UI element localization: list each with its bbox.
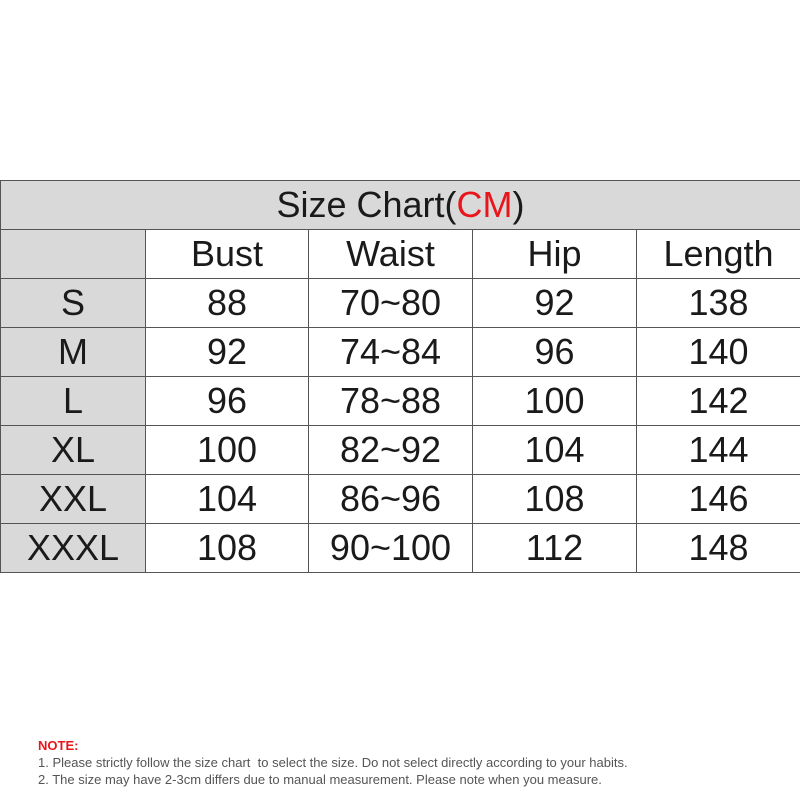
length-value: 140 <box>637 328 800 377</box>
waist-value: 82~92 <box>309 426 473 475</box>
bust-value: 88 <box>146 279 309 328</box>
bust-value: 100 <box>146 426 309 475</box>
header-corner <box>1 230 146 279</box>
hip-value: 104 <box>473 426 637 475</box>
table-row <box>1 328 800 377</box>
size-label: XL <box>1 426 146 475</box>
length-value: 148 <box>637 524 800 573</box>
hip-value: 92 <box>473 279 637 328</box>
hip-value: 100 <box>473 377 637 426</box>
size-label: L <box>1 377 146 426</box>
bust-value: 108 <box>146 524 309 573</box>
table-row <box>1 377 800 426</box>
chart-title <box>1 181 800 230</box>
note-line-2: 2. The size may have 2-3cm differs due to manual measurement. Please note when you measure. <box>38 772 602 787</box>
waist-value: 78~88 <box>309 377 473 426</box>
header-waist: Waist <box>309 230 473 279</box>
table-row <box>1 279 800 328</box>
length-value: 144 <box>637 426 800 475</box>
header-bust: Bust <box>146 230 309 279</box>
waist-value: 70~80 <box>309 279 473 328</box>
header-length: Length <box>637 230 800 279</box>
chart-title-unit: CM <box>456 184 513 225</box>
waist-value: 74~84 <box>309 328 473 377</box>
hip-value: 108 <box>473 475 637 524</box>
length-value: 146 <box>637 475 800 524</box>
size-label: S <box>1 279 146 328</box>
bust-value: 96 <box>146 377 309 426</box>
hip-value: 96 <box>473 328 637 377</box>
waist-value: 86~96 <box>309 475 473 524</box>
table-row <box>1 524 800 573</box>
note-heading: NOTE: <box>38 738 79 753</box>
size-note <box>38 737 798 788</box>
size-label: XXL <box>1 475 146 524</box>
length-value: 142 <box>637 377 800 426</box>
table-row <box>1 475 800 524</box>
bust-value: 104 <box>146 475 309 524</box>
bust-value: 92 <box>146 328 309 377</box>
chart-title-suffix: ) <box>512 184 525 225</box>
header-row <box>1 230 800 279</box>
table-row <box>1 426 800 475</box>
hip-value: 112 <box>473 524 637 573</box>
size-label: M <box>1 328 146 377</box>
chart-title-prefix: Size Chart( <box>276 184 457 225</box>
size-chart-table <box>0 180 800 573</box>
size-label: XXXL <box>1 524 146 573</box>
header-hip: Hip <box>473 230 637 279</box>
title-row <box>1 181 800 230</box>
note-line-1: 1. Please strictly follow the size chart to select the size. Do not select directly according to your habits. <box>38 755 628 770</box>
length-value: 138 <box>637 279 800 328</box>
waist-value: 90~100 <box>309 524 473 573</box>
